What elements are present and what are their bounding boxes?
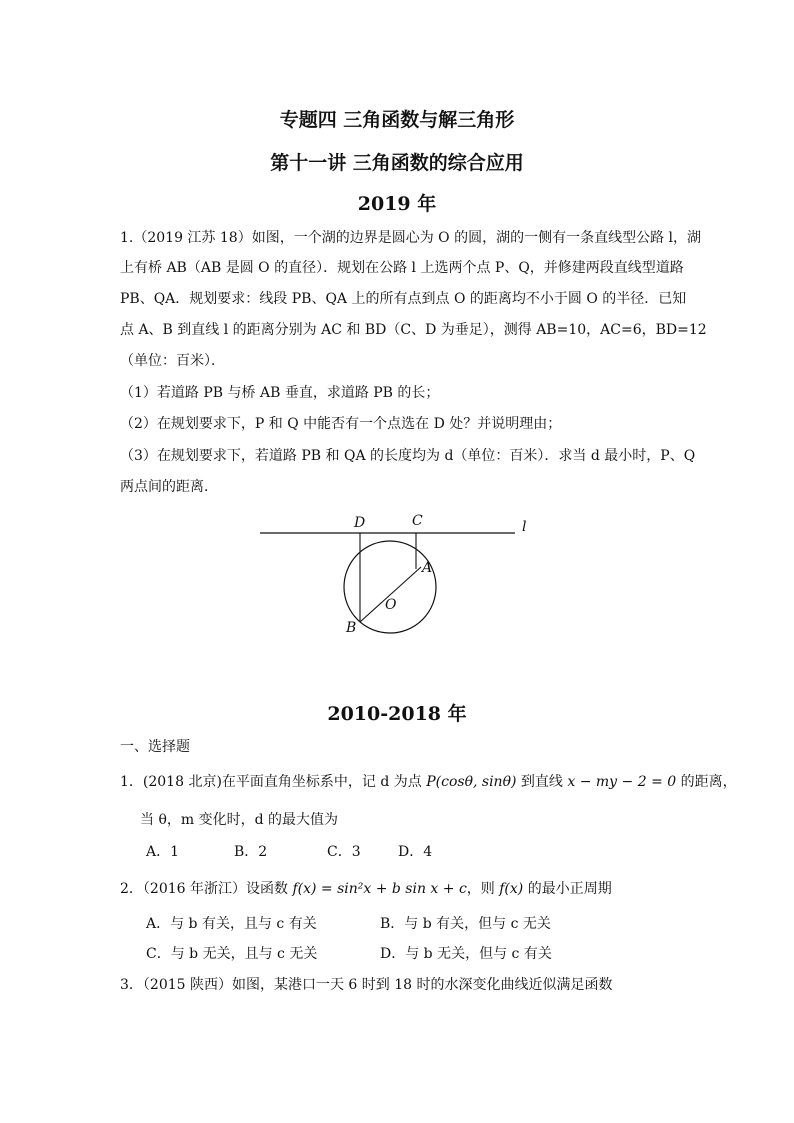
problem-subquestion-2: （2）在规划要求下，P 和 Q 中能否有一个点选在 D 处？并说明理由； [120, 416, 562, 432]
q2-option-c: C．与 b 无关，且与 c 无关 [146, 946, 318, 962]
year-2019-heading: 2019 年 [357, 193, 437, 215]
q2-suffix: 的最小正周期 [523, 881, 612, 897]
label-l: l [522, 519, 527, 535]
question-2 [120, 879, 612, 899]
label-D: D [354, 515, 366, 531]
q1-option-b: B．2 [234, 844, 268, 860]
label-A: A [422, 560, 433, 576]
problem-line: （单位：百米）． [120, 353, 225, 369]
label-O: O [385, 597, 397, 613]
lecture-title: 第十一讲 三角函数的综合应用 [270, 152, 524, 174]
q2-function-formula: f(x) = sin²x + b sin x + c [292, 881, 467, 897]
q2-prefix: 2．（2016 年浙江）设函数 [120, 881, 293, 897]
q1-point-formula: P(cosθ, sinθ) [426, 774, 517, 790]
lake-road-figure [250, 505, 550, 645]
label-C: C [412, 513, 423, 529]
q2-mid: ，则 [466, 881, 500, 897]
q2-option-d: D．与 b 无关，但与 c 有关 [380, 946, 552, 962]
problem-subquestion-3: （3）在规划要求下，若道路 PB 和 QA 的长度均为 d（单位：百米）．求当 d 最小时，P、Q [120, 448, 696, 464]
problem-line: 两点间的距离． [120, 479, 218, 495]
q1-option-c: C．3 [327, 844, 361, 860]
problem-line: PB、QA．规划要求：线段 PB、QA 上的所有点到点 O 的距离均不小于圆 O 的半径．已知 [120, 291, 687, 307]
problem-line: 点 A、B 到直线 l 的距离分别为 AC 和 BD（C、D 为垂足），测得 AB=10，AC=6，BD=12 [120, 322, 707, 338]
q2-option-a: A．与 b 有关，且与 c 有关 [146, 916, 317, 932]
q1-option-d: D．4 [398, 844, 433, 860]
section-heading: 一、选择题 [120, 739, 190, 755]
q1-prefix: 1．(2018 北京)在平面直角坐标系中，记 d 为点 [120, 774, 427, 790]
topic-title: 专题四 三角函数与解三角形 [279, 109, 515, 131]
lake-circle [344, 541, 436, 633]
q1-option-a: A．1 [146, 844, 180, 860]
q1-line-equation: x − my − 2 = 0 [567, 774, 677, 790]
q1-suffix: 的距离， [676, 774, 737, 790]
q2-fx: f(x) [499, 881, 524, 897]
q2-option-b: B．与 b 有关，但与 c 无关 [380, 916, 551, 932]
q1-mid: 到直线 [516, 774, 568, 790]
label-B: B [346, 620, 357, 636]
problem-subquestion-1: （1）若道路 PB 与桥 AB 垂直，求道路 PB 的长； [120, 385, 440, 401]
problem-line: 上有桥 AB（AB 是圆 O 的直径）．规划在公路 l 上选两个点 P、Q，并修建两段直线型道路 [120, 260, 684, 276]
question-1-line-2: 当 θ，m 变化时，d 的最大值为 [140, 812, 339, 828]
diameter-AB [360, 567, 421, 622]
problem-line: 1.（2019 江苏 18）如图，一个湖的边界是圆心为 O 的圆，湖的一侧有一条直线型公路 l，湖 [120, 230, 702, 246]
question-3: 3．（2015 陕西）如图，某港口一天 6 时到 18 时的水深变化曲线近似满足函数 [120, 977, 613, 993]
question-1 [120, 772, 737, 792]
year-range-heading: 2010-2018 年 [327, 703, 467, 725]
